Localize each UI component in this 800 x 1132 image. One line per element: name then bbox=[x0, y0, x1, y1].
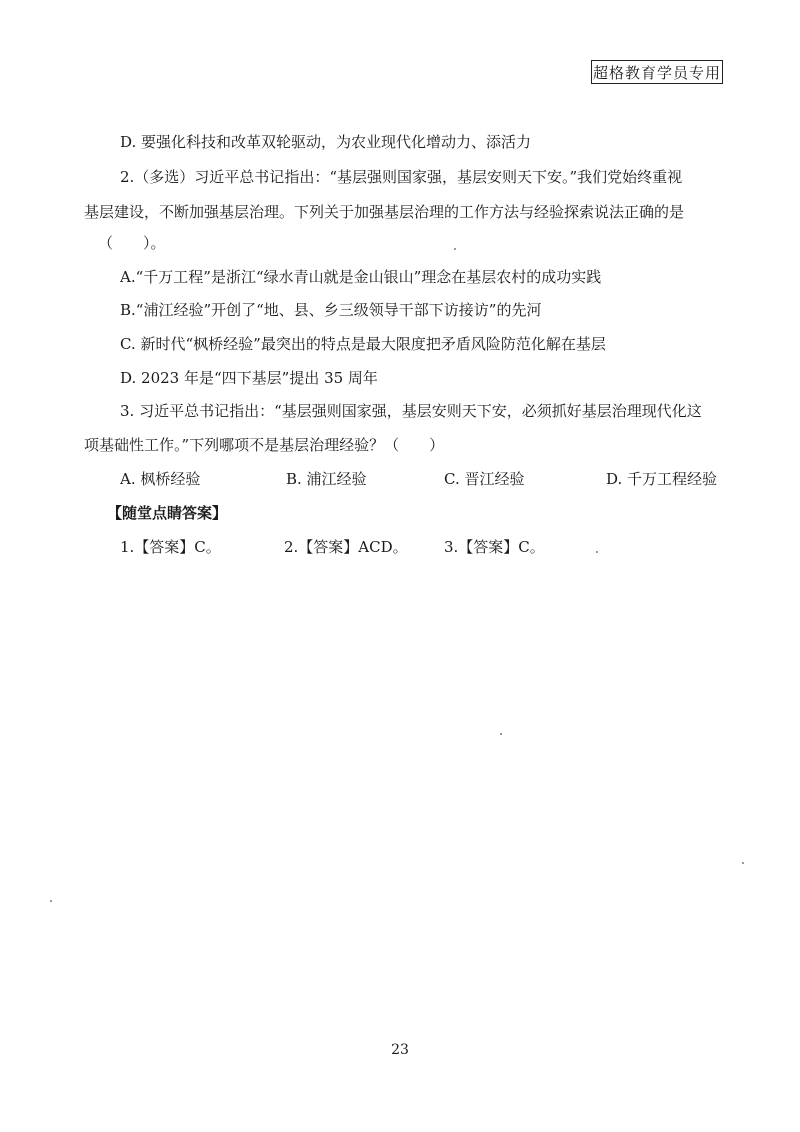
page-number: 23 bbox=[391, 1042, 409, 1058]
scan-speck bbox=[50, 900, 52, 902]
answers-heading: 【随堂点睛答案】 bbox=[107, 504, 228, 522]
q3-option-d: D. 千万工程经验 bbox=[606, 470, 718, 488]
q2-stem-line2: 基层建设，不断加强基层治理。下列关于加强基层治理的工作方法与经验探索说法正确的是 bbox=[84, 203, 685, 221]
q2-stem-line1: 2.（多选）习近平总书记指出：“基层强则国家强，基层安则天下安。”我们党始终重视 bbox=[120, 168, 683, 186]
q2-option-a: A.“千万工程”是浙江“绿水青山就是金山银山”理念在基层农村的成功实践 bbox=[120, 268, 602, 286]
q3-option-c: C. 晋江经验 bbox=[444, 470, 525, 488]
q3-stem-line2: 项基础性工作。”下列哪项不是基层治理经验？（ ） bbox=[84, 436, 445, 454]
scan-speck bbox=[500, 733, 502, 735]
scan-speck bbox=[742, 862, 744, 864]
q1-option-d: D. 要强化科技和改革双轮驱动，为农业现代化增动力、添活力 bbox=[120, 133, 532, 151]
q2-option-d: D. 2023 年是“四下基层”提出 35 周年 bbox=[120, 369, 378, 387]
q3-stem-line1: 3. 习近平总书记指出：“基层强则国家强，基层安则天下安，必须抓好基层治理现代化这 bbox=[120, 402, 702, 420]
q3-option-a: A. 枫桥经验 bbox=[120, 470, 201, 488]
answer-1: 1.【答案】C。 bbox=[120, 538, 221, 556]
q2-option-c: C. 新时代“枫桥经验”最突出的特点是最大限度把矛盾风险防范化解在基层 bbox=[120, 335, 606, 353]
q2-option-b: B.“浦江经验”开创了“地、县、乡三级领导干部下访接访”的先河 bbox=[120, 301, 542, 319]
answer-3: 3.【答案】C。 bbox=[444, 538, 545, 556]
scan-speck bbox=[454, 248, 456, 250]
exclusive-use-badge: 超格教育学员专用 bbox=[591, 60, 723, 84]
answer-2: 2.【答案】ACD。 bbox=[284, 538, 408, 556]
scan-speck bbox=[596, 551, 598, 553]
q2-stem-line3: （ ）。 bbox=[98, 234, 166, 252]
q3-option-b: B. 浦江经验 bbox=[286, 470, 367, 488]
